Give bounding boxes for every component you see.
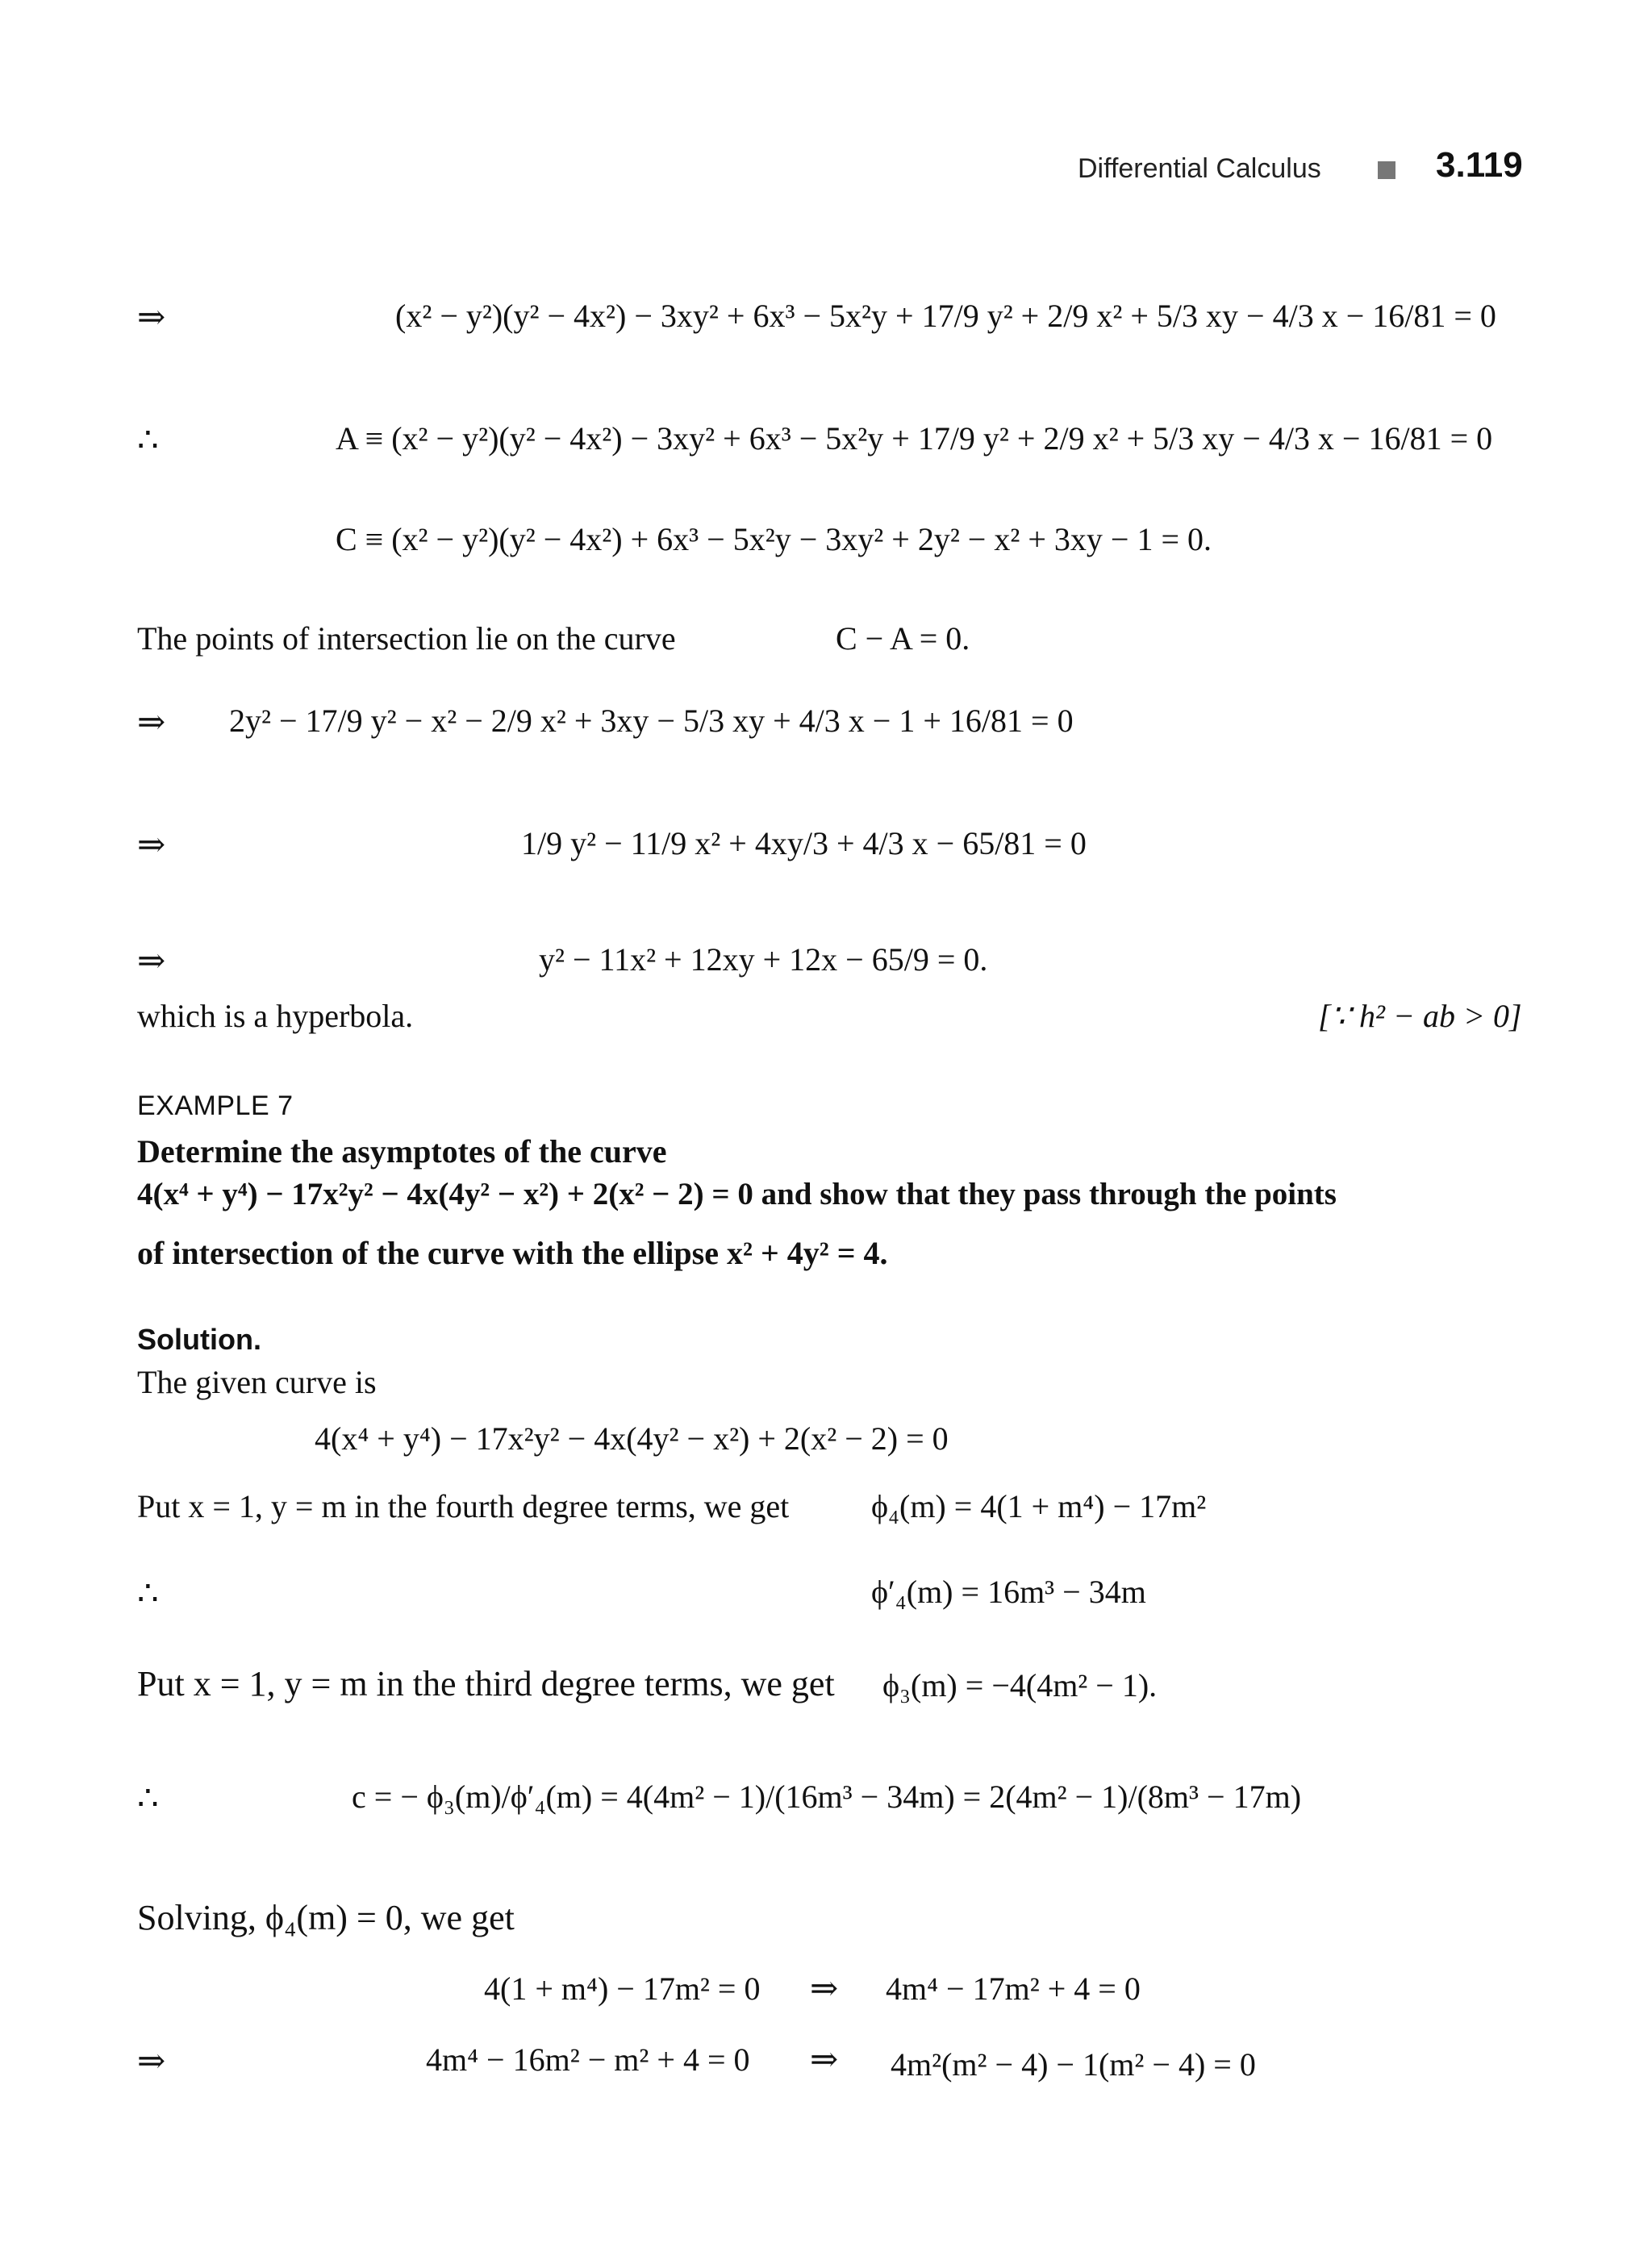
implies-symbol: ⇒: [810, 1968, 839, 2008]
header-square-icon: [1378, 161, 1395, 179]
solution-label: Solution.: [137, 1323, 261, 1356]
therefore-symbol: ∴: [137, 419, 159, 459]
hyperbola-reason: [∵ h² − ab > 0]: [1318, 998, 1522, 1034]
put-fourth-degree-text: Put x = 1, y = m in the fourth degree terms, we get: [137, 1488, 790, 1524]
example-label: EXAMPLE 7: [137, 1090, 294, 1121]
equation-5: 1/9 y² − 11/9 x² + 4xy/3 + 4/3 x − 65/81 = 0: [521, 825, 1087, 861]
put-third-degree-text: Put x = 1, y = m in the third degree terms, we get: [137, 1664, 835, 1703]
intersection-text: The points of intersection lie on the curve: [137, 620, 676, 657]
implies-symbol: ⇒: [810, 2039, 839, 2079]
implies-symbol: ⇒: [137, 940, 166, 980]
solve-equation-2b: 4m²(m² − 4) − 1(m² − 4) = 0: [891, 2046, 1256, 2083]
phi4-equation: ϕ₄(m) = 4(1 + m⁴) − 17m²: [871, 1488, 1207, 1524]
solve-equation-1b: 4m⁴ − 17m² + 4 = 0: [886, 1970, 1141, 2007]
solving-text: Solving, ϕ₄(m) = 0, we get: [137, 1898, 515, 1937]
given-text: The given curve is: [137, 1364, 377, 1400]
therefore-symbol: ∴: [137, 1778, 159, 1817]
therefore-symbol: ∴: [137, 1573, 159, 1612]
page-number: 3.119: [1436, 145, 1523, 185]
implies-symbol: ⇒: [137, 702, 166, 741]
problem-line-3: of intersection of the curve with the ellipse x² + 4y² = 4.: [137, 1235, 888, 1271]
equation-c: C ≡ (x² − y²)(y² − 4x²) + 6x³ − 5x²y − 3xy² + 2y² − x² + 3xy − 1 = 0.: [336, 521, 1212, 557]
solve-equation-2a: 4m⁴ − 16m² − m² + 4 = 0: [426, 2041, 750, 2078]
problem-line-1: Determine the asymptotes of the curve: [137, 1133, 667, 1170]
phi4-derivative-equation: ϕ′₄(m) = 16m³ − 34m: [871, 1574, 1146, 1610]
solve-equation-1a: 4(1 + m⁴) − 17m² = 0: [484, 1970, 761, 2007]
running-header-title: Differential Calculus: [1078, 153, 1321, 184]
equation-6: y² − 11x² + 12xy + 12x − 65/9 = 0.: [539, 941, 988, 978]
intersection-equation: C − A = 0.: [836, 620, 970, 657]
implies-symbol: ⇒: [137, 297, 166, 336]
given-equation: 4(x⁴ + y⁴) − 17x²y² − 4x(4y² − x²) + 2(x² − 2) = 0: [315, 1420, 949, 1457]
equation-a: A ≡ (x² − y²)(y² − 4x²) − 3xy² + 6x³ − 5x²y + 17/9 y² + 2/9 x² + 5/3 xy − 4/3 x − 16/81 = 0: [336, 420, 1493, 457]
c-equation: c = − ϕ₃(m)/ϕ′₄(m) = 4(4m² − 1)/(16m³ − 34m) = 2(4m² − 1)/(8m³ − 17m): [352, 1779, 1302, 1815]
problem-line-2: 4(x⁴ + y⁴) − 17x²y² − 4x(4y² − x²) + 2(x² − 2) = 0 and show that they pass through the points: [137, 1177, 1337, 1211]
equation-1: (x² − y²)(y² − 4x²) − 3xy² + 6x³ − 5x²y + 17/9 y² + 2/9 x² + 5/3 xy − 4/3 x − 16/81 = 0: [395, 298, 1496, 334]
equation-4: 2y² − 17/9 y² − x² − 2/9 x² + 3xy − 5/3 xy + 4/3 x − 1 + 16/81 = 0: [229, 703, 1074, 739]
implies-symbol: ⇒: [137, 824, 166, 864]
implies-symbol: ⇒: [137, 2041, 166, 2080]
hyperbola-text: which is a hyperbola.: [137, 998, 414, 1034]
phi3-equation: ϕ₃(m) = −4(4m² − 1).: [882, 1667, 1158, 1703]
